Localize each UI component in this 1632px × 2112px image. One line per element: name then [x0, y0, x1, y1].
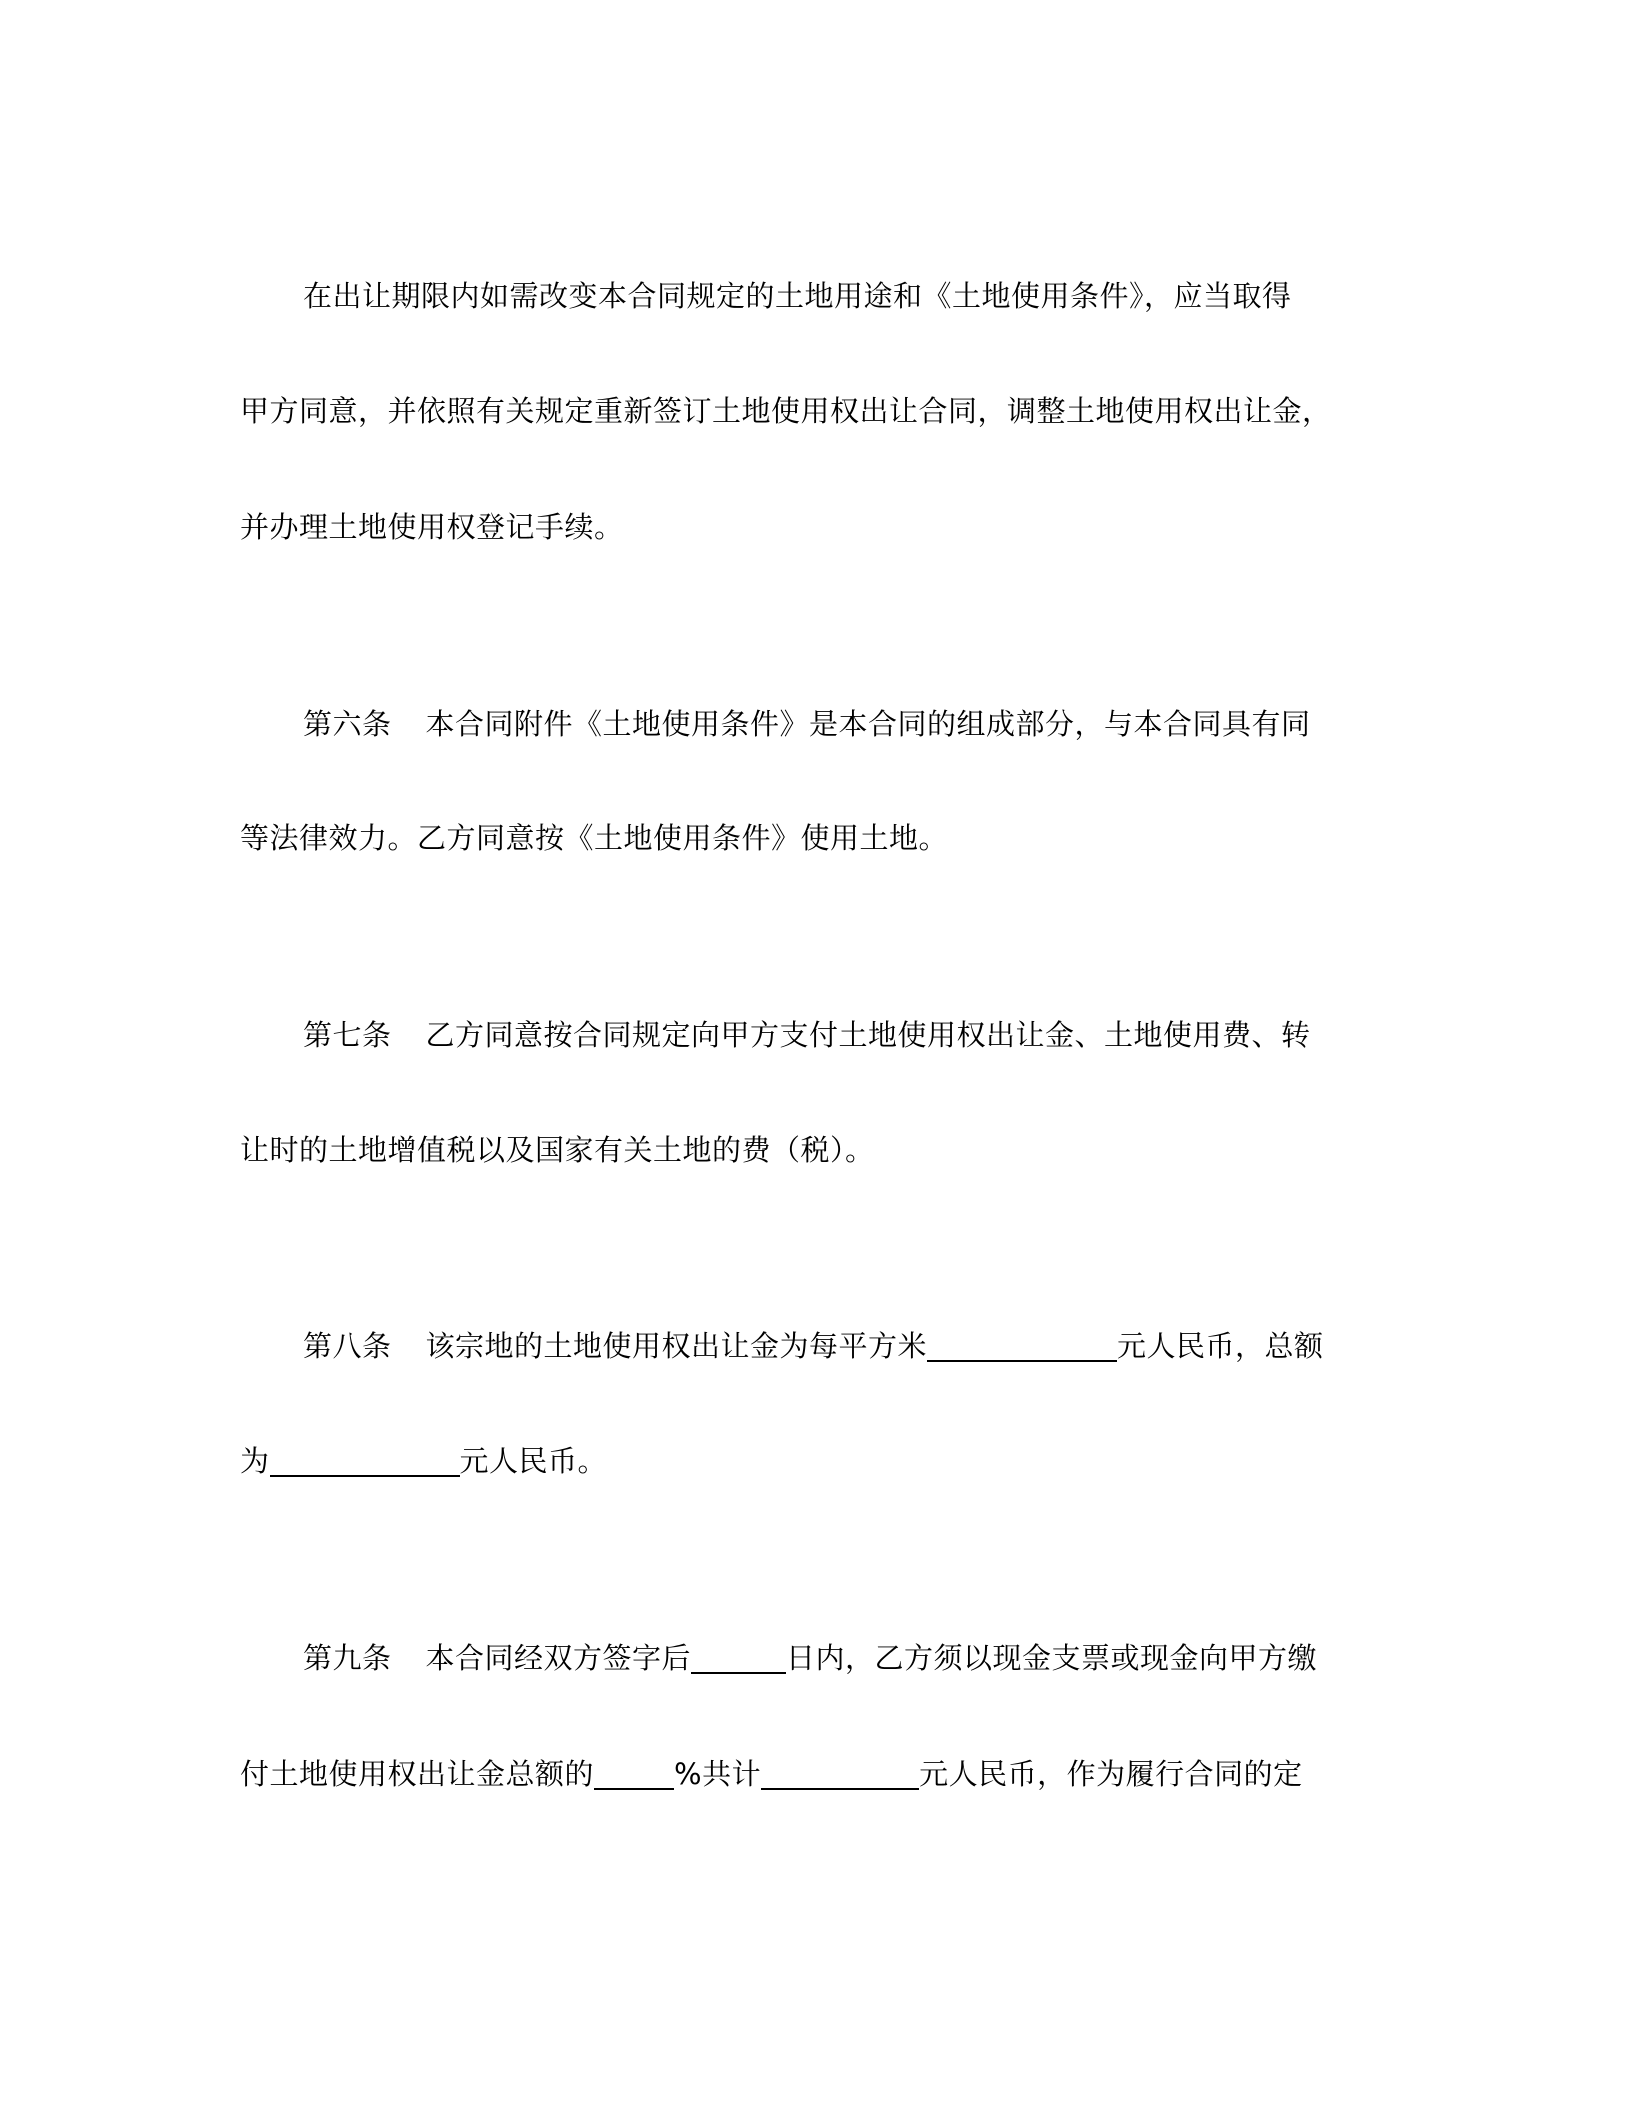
article-7-heading: 第七条: [303, 1018, 392, 1052]
article-6-line-2: [240, 818, 1390, 858]
price-per-sqm-blank[interactable]: [927, 1330, 1117, 1362]
text: 甲方同意，并依照有关规定重新签订土地使用权出让合同，调整土地使用权出让金，: [240, 394, 1332, 428]
text: 元人民币，总额: [1117, 1329, 1324, 1363]
article-8-line-1: [303, 1326, 1453, 1366]
text: 在出让期限内如需改变本合同规定的土地用途和《土地使用条件》，应当取得: [303, 279, 1292, 313]
paragraph-1-line-1: [303, 276, 1453, 316]
article-9-line-2: [240, 1754, 1390, 1794]
text: 等法律效力。乙方同意按《土地使用条件》使用土地。: [240, 821, 949, 855]
article-8-line-2: [240, 1441, 1390, 1481]
article-9-line-1: [303, 1638, 1453, 1678]
paragraph-1-line-3: [240, 507, 1390, 547]
text: 为: [240, 1444, 270, 1478]
text: 日内，乙方须以现金支票或现金向甲方缴: [786, 1641, 1318, 1675]
article-6-heading: 第六条: [303, 707, 392, 741]
article-7-line-2: [240, 1130, 1390, 1170]
text: 元人民币，作为履行合同的定: [919, 1757, 1303, 1791]
paragraph-1-line-2: [240, 391, 1390, 431]
text: 本合同附件《土地使用条件》是本合同的组成部分，与本合同具有同: [425, 707, 1311, 741]
article-8-heading: 第八条: [303, 1329, 392, 1363]
text: 元人民币。: [459, 1444, 608, 1478]
text: 让时的土地增值税以及国家有关土地的费（税）。: [240, 1133, 875, 1167]
article-7-line-1: [303, 1015, 1453, 1055]
text: 本合同经双方签字后: [425, 1641, 692, 1675]
text: 付土地使用权出让金总额的: [240, 1757, 595, 1791]
text: 并办理土地使用权登记手续。: [240, 510, 624, 544]
days-blank[interactable]: [691, 1642, 786, 1674]
article-9-heading: 第九条: [303, 1641, 392, 1675]
deposit-amount-blank[interactable]: [761, 1758, 919, 1790]
percent-blank[interactable]: [594, 1758, 674, 1790]
text: 乙方同意按合同规定向甲方支付土地使用权出让金、土地使用费、转: [425, 1018, 1311, 1052]
article-6-line-1: [303, 704, 1453, 744]
text: %共计: [674, 1757, 762, 1791]
total-amount-blank[interactable]: [270, 1445, 460, 1477]
text: 该宗地的土地使用权出让金为每平方米: [425, 1329, 928, 1363]
